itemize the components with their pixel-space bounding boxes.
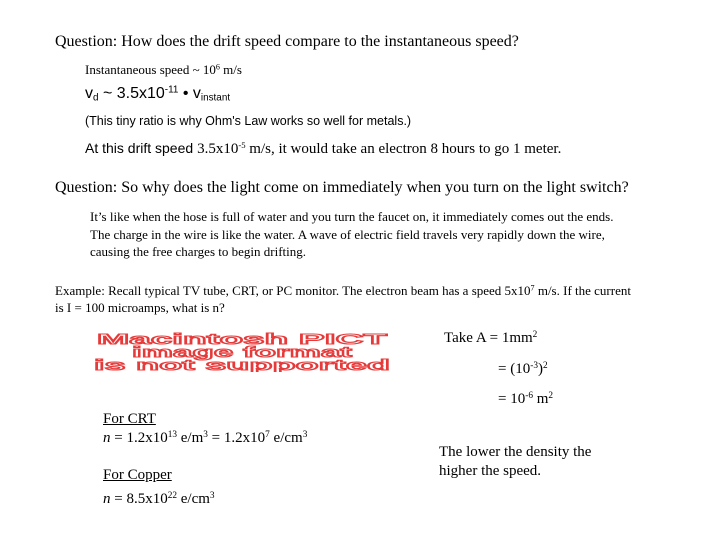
density-note-line-2: higher the speed.: [439, 463, 542, 479]
instantaneous-speed-line: [85, 62, 242, 78]
drift-value: 3.5x10: [197, 141, 239, 157]
vd-v: v: [85, 85, 93, 102]
inst-prefix: Instantaneous speed ~ 10: [85, 62, 216, 77]
vd-instant-subscript: instant: [200, 92, 231, 104]
crt-label: For CRT: [103, 411, 156, 427]
area-line-2: [498, 361, 548, 378]
crt-d: e/cm: [269, 430, 303, 446]
area-line-3: [498, 391, 553, 408]
drift-time-line: [85, 140, 561, 158]
drift-ratio-line: [85, 85, 230, 103]
area-l1-text: Take A = 1mm: [444, 330, 533, 346]
crt-e2: 3: [203, 429, 208, 440]
example-problem: [55, 282, 635, 316]
area-l3-mid: m: [532, 391, 549, 407]
crt-a: = 1.2x10: [110, 430, 168, 446]
example-text-b: m/s. If the current is I = 100 microamps, what is n?: [55, 283, 631, 315]
vd-mid: ~ 3.5x10: [98, 85, 165, 102]
copper-label: For Copper: [103, 467, 172, 483]
area-l2-mid: ): [537, 361, 543, 377]
drift-prefix: At this drift speed: [85, 140, 198, 156]
pict-unsupported-image: [92, 330, 392, 372]
example-text-a: Example: Recall typical TV tube, CRT, or PC monitor. The electron beam has a speed 5x10: [55, 283, 531, 298]
copper-n: n: [103, 491, 111, 507]
area-l3-exp: -6: [525, 390, 533, 401]
pict-line-2: image format: [132, 344, 352, 361]
area-line-1: [444, 330, 537, 347]
question-2-answer: It’s like when the hose is full of water and you turn the faucet on, it immediately comes out the ends. The charge in the wire is like the water. A wave of electric field travels very rapidly down the wire, causing the free charges to begin drifting.: [90, 209, 614, 259]
area-l3-exp2: 2: [548, 390, 554, 401]
vd-dot: • v: [178, 85, 201, 102]
crt-e1: 13: [167, 429, 178, 440]
copper-b: e/cm: [177, 491, 210, 507]
inst-exponent: 6: [215, 62, 220, 72]
question-2: Question: So why does the light come on immediately when you turn on the light switch?: [55, 179, 629, 196]
copper-e2: 3: [209, 490, 215, 501]
drift-exponent: -5: [238, 140, 246, 151]
pict-line-3: is not supported: [94, 357, 390, 372]
copper-a: = 8.5x10: [110, 491, 168, 507]
crt-n: n: [103, 430, 111, 446]
area-l2-exp2: 2: [542, 360, 548, 371]
inst-suffix: m/s: [219, 62, 242, 77]
area-l2-exp: -3: [530, 360, 538, 371]
area-l3-text: = 10: [498, 391, 526, 407]
crt-e3: 7: [265, 429, 270, 440]
copper-density: [103, 491, 215, 508]
question-1: Question: How does the drift speed compare to the instantaneous speed?: [55, 33, 519, 50]
example-exponent: 7: [530, 283, 535, 293]
ohms-law-note: (This tiny ratio is why Ohm's Law works so well for metals.): [85, 114, 412, 128]
density-note: [439, 443, 591, 481]
area-l1-exp: 2: [532, 329, 538, 340]
pict-line-1: Macintosh PICT: [97, 331, 387, 348]
density-note-line-1: The lower the density the: [439, 444, 592, 460]
vd-subscript: d: [93, 92, 99, 104]
drift-suffix: m/s, it would take an electron 8 hours to go 1 meter.: [245, 141, 562, 157]
crt-c: = 1.2x10: [207, 430, 266, 446]
vd-exponent: -11: [164, 84, 179, 96]
area-l2-text: = (10: [498, 361, 531, 377]
copper-e1: 22: [167, 490, 178, 501]
crt-density: [103, 430, 307, 447]
crt-b: e/m: [177, 430, 204, 446]
crt-e4: 3: [302, 429, 308, 440]
